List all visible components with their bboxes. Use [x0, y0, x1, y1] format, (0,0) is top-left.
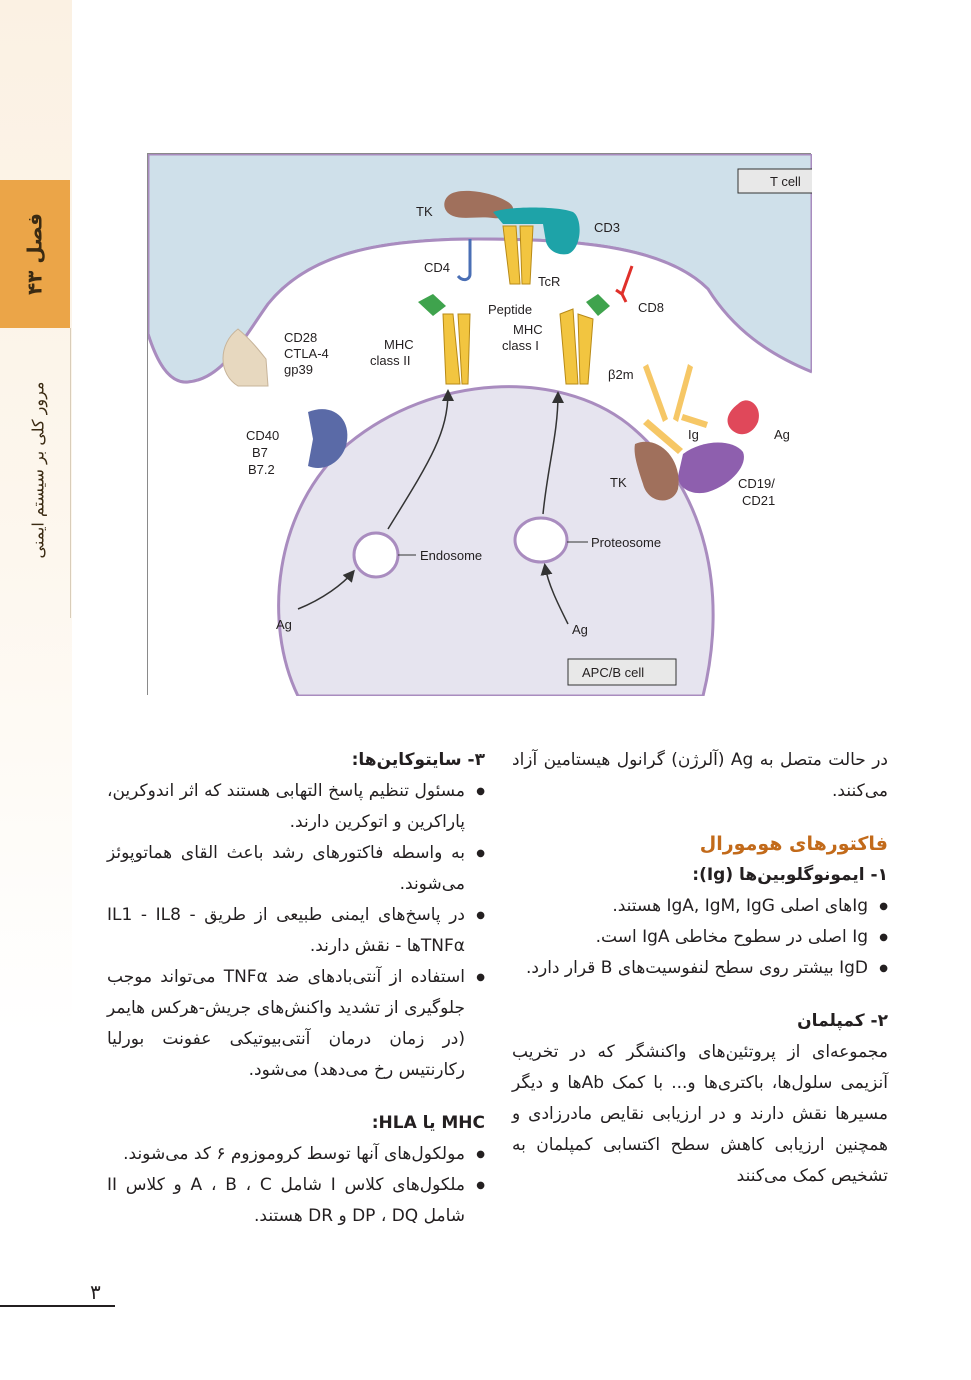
label-tk-top: TK — [416, 204, 433, 219]
cytokine-bullet-list — [107, 776, 485, 1086]
complement-heading: ۲- کمپلمان — [797, 1011, 888, 1031]
label-cd21: CD21 — [742, 493, 776, 508]
label-mhc-ii-1: MHC — [384, 337, 414, 352]
cytokine-heading: ۳- سایتوکاین‌ها: — [351, 750, 485, 770]
label-tcr: TcR — [538, 274, 561, 289]
label-ctla4: CTLA-4 — [284, 346, 329, 361]
label-ag-bottom: Ag — [572, 622, 588, 637]
ig-bullet: ● Ig اصلی در سطوح مخاطی IgA است. — [512, 922, 888, 953]
cytokine-bullet: ● مسئول تنظیم پاسخ التهابی هستند که اثر اندوکرین، پاراکرین و اتوکرین دارند. — [107, 776, 485, 838]
ig-bullet: ● Igهای اصلی IgA, IgM, IgG هستند. — [512, 891, 888, 922]
right-column — [512, 745, 888, 1192]
page-number: ۳ — [90, 1280, 101, 1304]
mhc-bullet-list — [107, 1139, 485, 1232]
label-cd4: CD4 — [424, 260, 451, 275]
label-ag-right: Ag — [774, 427, 790, 442]
label-cd19: CD19/ — [738, 476, 775, 491]
label-cd8: CD8 — [638, 300, 665, 315]
label-gp39: gp39 — [284, 362, 313, 377]
label-tk-bottom: TK — [610, 475, 627, 490]
label-t-cell: T cell — [770, 174, 801, 189]
mhc-bullet: ● مولکول‌های آنها توسط کروموزوم ۶ کد می‌شوند. — [107, 1139, 485, 1170]
cytokine-bullet: ● استفاده از آنتی‌بادهای ضد TNFα می‌تواند موجب جلوگیری از تشدید واکنش‌های جریش-هرکس هایمر (در زمان درمان آنتی‌بیوتیکی عفونت بورلیا رکارنتیس رخ می‌دهد) می‌شود. — [107, 962, 485, 1086]
label-peptide: Peptide — [488, 302, 533, 317]
label-b2m: β2m — [608, 367, 634, 382]
label-mhc-ii-2: class II — [370, 353, 411, 368]
humoral-heading: فاکتورهای هومورال — [699, 833, 888, 855]
label-proteosome: Proteosome — [591, 535, 662, 550]
chapter-label: فصل ۴۳ — [22, 212, 47, 296]
cytokine-bullet: ● در پاسخ‌های ایمنی طبیعی از طریق IL1 - IL8 - TNFαها - نقش دارند. — [107, 900, 485, 962]
chapter-subtitle: مرور کلی بر سیستم ایمنی — [28, 381, 48, 559]
chapter-tab — [0, 180, 70, 328]
label-mhc-i-2: class I — [502, 338, 539, 353]
label-b72: B7.2 — [248, 462, 275, 477]
mhc-heading: MHC یا HLA: — [371, 1113, 485, 1133]
label-ag-left: Ag — [276, 617, 292, 632]
label-apc-b-cell: APC/B cell — [582, 665, 645, 680]
mhc-bullet: ● ملکول‌های کلاس I شامل A ، B ، C و کلاس II شامل DP ، DQ و DR هستند. — [107, 1170, 485, 1232]
side-divider — [70, 328, 71, 618]
intro-text: در حالت متصل به Ag (آلرژن) گرانول هیستامین آزاد می‌کنند. — [512, 750, 888, 801]
page-number-rule — [0, 1305, 115, 1307]
label-b7: B7 — [252, 445, 268, 460]
label-cd28: CD28 — [284, 330, 318, 345]
label-ig: Ig — [688, 427, 699, 442]
label-endosome: Endosome — [420, 548, 483, 563]
complement-text: مجموعه‌ای از پروتئین‌های واکنشگر که در تخریب آنزیمی سلول‌ها، باکتری‌ها و... با کمک Abها و دیگر مسیرها نقش دارند و در ارزیابی نقایص مادرزادی و همچنین ارزیابی کاهش سطح اکتسابی کمپلمان به تشخیص کمک می‌کنند — [512, 1042, 889, 1186]
label-cd40: CD40 — [246, 428, 280, 443]
ig-heading: ۱- ایمونوگلوبین‌ها (Ig): — [692, 865, 888, 885]
label-mhc-i-1: MHC — [513, 322, 543, 337]
left-column — [107, 745, 485, 1232]
label-cd3: CD3 — [594, 220, 621, 235]
ig-bullet-list — [512, 891, 888, 984]
ig-bullet: ● IgD بیشتر روی سطح لنفوسیت‌های B قرار دارد. — [512, 953, 888, 984]
immune-cell-diagram — [147, 153, 811, 695]
cytokine-bullet: ● به واسطه فاکتورهای رشد باعث القای هماتوپوئز می‌شوند. — [107, 838, 485, 900]
